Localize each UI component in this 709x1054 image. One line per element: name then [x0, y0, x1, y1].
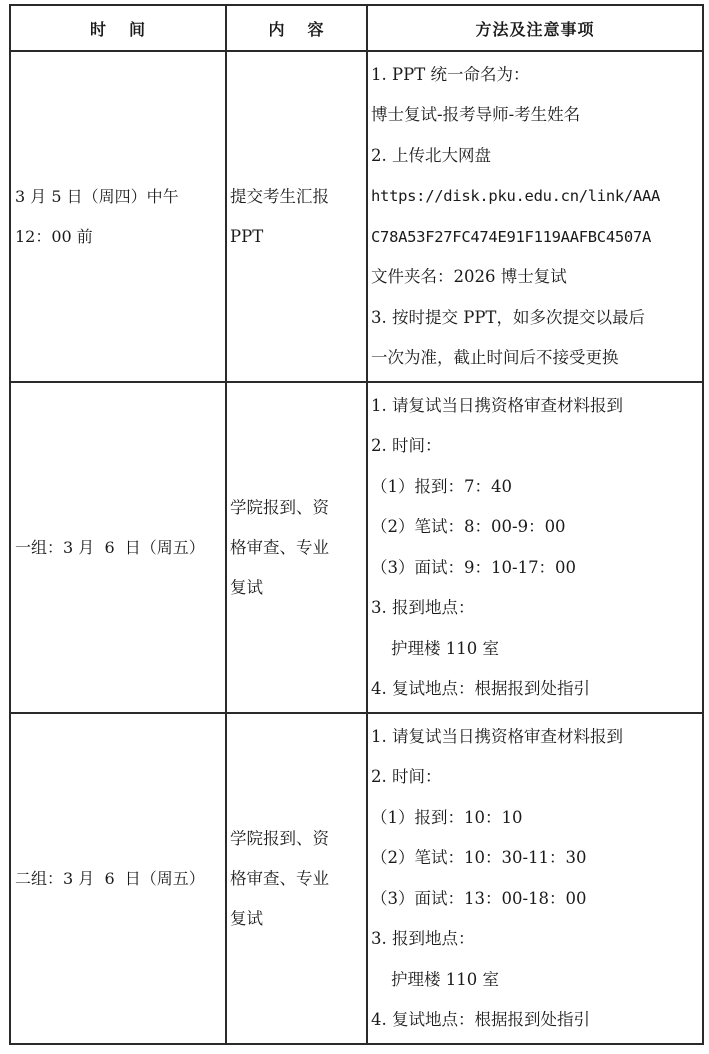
header-time: 时 间: [10, 5, 226, 51]
netdisk-link[interactable]: https://disk.pku.edu.cn/link/AAA: [371, 187, 661, 205]
time-cell: 一组：3 月 6 日（周五）: [10, 382, 226, 713]
notes-cell: 1. 请复试当日携资格审查材料报到 2. 时间： （1）报到：7：40 （2）笔试：8：00-9：00 （3）面试：9：10-17：00 3. 报到地点： 护理楼 110 室 4. 复试地点：根据报到处指引: [367, 382, 703, 713]
content-cell: 提交考生汇报 PPT: [226, 51, 367, 382]
header-row: [10, 5, 703, 51]
content-cell: 学院报到、资 格审查、专业 复试: [226, 713, 367, 1044]
header-content: 内 容: [226, 5, 367, 51]
time-cell: 二组：3 月 6 日（周五）: [10, 713, 226, 1044]
content-cell: 学院报到、资 格审查、专业 复试: [226, 382, 367, 713]
table-row: [10, 51, 703, 382]
notes-cell: 1. 请复试当日携资格审查材料报到 2. 时间： （1）报到：10：10 （2）笔试：10：30-11：30 （3）面试：13：00-18：00 3. 报到地点： 护理楼 110 室 4. 复试地点：根据报到处指引: [367, 713, 703, 1044]
time-cell: 3 月 5 日（周四）中午 12：00 前: [10, 51, 226, 382]
notes-cell: 1. PPT 统一命名为： 博士复试-报考导师-考生姓名 2. 上传北大网盘 https://disk.pku.edu.cn/link/AAA C78A53F27FC474E91F119AAFBC4507A 文件夹名：2026 博士复试 3. 按时提交 PPT，如多次提交以最后 一次为准，截止时间后不接受更换: [367, 51, 703, 382]
table-row: [10, 382, 703, 713]
netdisk-link-continued[interactable]: C78A53F27FC474E91F119AAFBC4507A: [371, 227, 651, 246]
schedule-table: [9, 4, 704, 1045]
header-notes: 方法及注意事项: [367, 5, 703, 51]
table-row: [10, 713, 703, 1044]
